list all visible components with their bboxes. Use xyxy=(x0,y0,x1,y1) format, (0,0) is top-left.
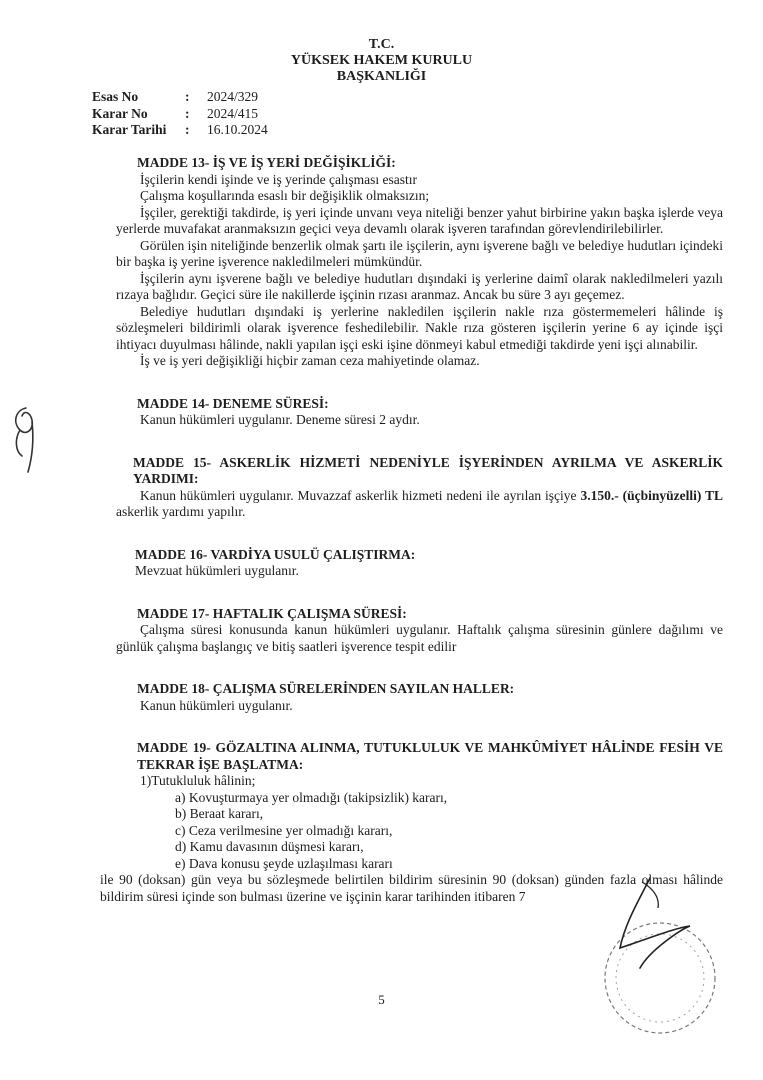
meta-label: Karar Tarihi xyxy=(92,122,167,137)
header-institution: YÜKSEK HAKEM KURULU xyxy=(290,53,473,68)
article-15-title: MADDE 15- ASKERLİK HİZMETİ NEDENİYLE İŞYERİNDEN AYRILMA VE ASKERLİK YARDIMI: xyxy=(133,454,723,486)
official-stamp-icon xyxy=(580,868,730,1038)
article-19-list xyxy=(175,790,723,873)
document-body xyxy=(100,155,723,905)
article-13-p3: İşçiler, gerektiği takdirde, iş yeri içinde unvanı veya niteliği benzer yahut birbirine yakın başka işlerde veya yerlerde muvafakat aranmaksızın geçici veya devamlı olarak işveren tarafından görevlendirilebilirler. xyxy=(116,204,723,236)
article-17-title: MADDE 17- HAFTALIK ÇALIŞMA SÜRESİ: xyxy=(137,605,407,621)
article-13-p1: İşçilerin kendi işinde ve iş yerinde çalışması esastır xyxy=(140,171,418,187)
meta-row-karar xyxy=(92,106,268,123)
meta-value: 2024/415 xyxy=(207,105,259,121)
meta-label: Karar No xyxy=(92,105,148,121)
article-15-p1-a: Kanun hükümleri uygulanır. Muvazzaf askerlik hizmeti nedeni ile ayrılan işçiye xyxy=(140,487,581,503)
article-18-p1: Kanun hükümleri uygulanır. xyxy=(140,697,293,713)
list-item: a) Kovuşturmaya yer olmadığı (takipsizlik) kararı, xyxy=(175,789,448,805)
meta-colon: : xyxy=(185,122,190,137)
article-19-title: MADDE 19- GÖZALTINA ALINMA, TUTUKLULUK VE MAHKÛMİYET HÂLİNDE FESİH VE TEKRAR İŞE BAŞLATMA: xyxy=(137,740,723,772)
article-13-p5: İşçilerin aynı işverene bağlı ve belediye hudutları dışındaki iş yerlerine daimî olarak nakledilmeleri yazılı rızaya bağlıdır. Geçici süre ile nakillerde işçinin rızası aranmaz. Ancak bu süre 3 ayı geçemez. xyxy=(116,270,723,302)
article-19-intro: 1)Tutukluluk hâlinin; xyxy=(140,773,256,788)
meta-row-date xyxy=(92,122,268,139)
handwritten-initial-icon xyxy=(6,400,46,480)
article-13-p4: Görülen işin niteliğinde benzerlik olmak şartı ile işçilerin, aynı işverene bağlı ve belediye hudutları içindeki bir başka iş yerine işverence nakledilmeleri mümkündür. xyxy=(116,237,723,269)
header-presidency: BAŞKANLIĞI xyxy=(336,69,427,84)
list-item: d) Kamu davasının düşmesi kararı, xyxy=(175,839,364,854)
list-item: c) Ceza verilmesine yer olmadığı kararı, xyxy=(175,822,393,838)
meta-label: Esas No xyxy=(92,89,139,104)
article-14-p1: Kanun hükümleri uygulanır. Deneme süresi 2 aydır. xyxy=(140,412,420,427)
article-16-title: MADDE 16- VARDİYA USULÜ ÇALIŞTIRMA: xyxy=(135,546,416,562)
article-13-p6: Belediye hudutları dışındaki iş yerlerine nakledilen işçilerin nakle rıza göstermemeleri hâlinde iş sözleşmeleri bildirimli olarak işverence feshedilebilir. Nakle rıza gösteren işçilerin yerine 6 ay içinde işçi ihtiyacı duyulması hâlinde, nakli yapılan işçi eski işine dönmeyi kabul etmediği takdirde yeni işçi alınabilir. xyxy=(116,303,723,352)
case-meta xyxy=(92,89,268,139)
article-15-p1 xyxy=(116,488,723,521)
meta-row-esas xyxy=(92,89,268,106)
list-item: e) Dava konusu şeyde uzlaşılması kararı xyxy=(175,855,393,871)
article-18-title: MADDE 18- ÇALIŞMA SÜRELERİNDEN SAYILAN HALLER: xyxy=(137,681,515,696)
article-15-p1-b: askerlik yardımı yapılır. xyxy=(116,504,246,519)
article-16-p1: Mevzuat hükümleri uygulanır. xyxy=(135,563,299,578)
article-13-p7: İş ve iş yeri değişikliği hiçbir zaman ceza mahiyetinde olamaz. xyxy=(140,353,480,368)
list-item: b) Beraat kararı, xyxy=(175,806,264,821)
article-13-p2: Çalışma koşullarında esaslı bir değişiklik olmaksızın; xyxy=(140,188,430,203)
article-13-title: MADDE 13- İŞ VE İŞ YERİ DEĞİŞİKLİĞİ: xyxy=(137,155,396,170)
article-17-p1: Çalışma süresi konusunda kanun hükümleri uygulanır. Haftalık çalışma süresinin günlere dağılımı ve günlük çalışma başlangıç ve bitiş saatleri işverence tespit edilir xyxy=(116,622,723,654)
article-19-tail: ile 90 (doksan) gün veya bu sözleşmede belirtilen bildirim süresinin 90 (doksan) günden fazla olması hâlinde bildirim süresi içinde son bulması üzerine ve işçinin karar tarihinden itibaren 7 xyxy=(100,872,723,904)
meta-value: 2024/329 xyxy=(207,89,259,104)
article-15-p1-bold: 3.150.- (üçbinyüzelli) TL xyxy=(580,487,723,503)
page-number: 5 xyxy=(378,992,385,1007)
article-14-title: MADDE 14- DENEME SÜRESİ: xyxy=(137,395,329,411)
meta-colon: : xyxy=(185,89,190,104)
meta-value: 16.10.2024 xyxy=(207,122,268,137)
meta-colon: : xyxy=(185,105,190,121)
header-tc: T.C. xyxy=(368,37,395,52)
